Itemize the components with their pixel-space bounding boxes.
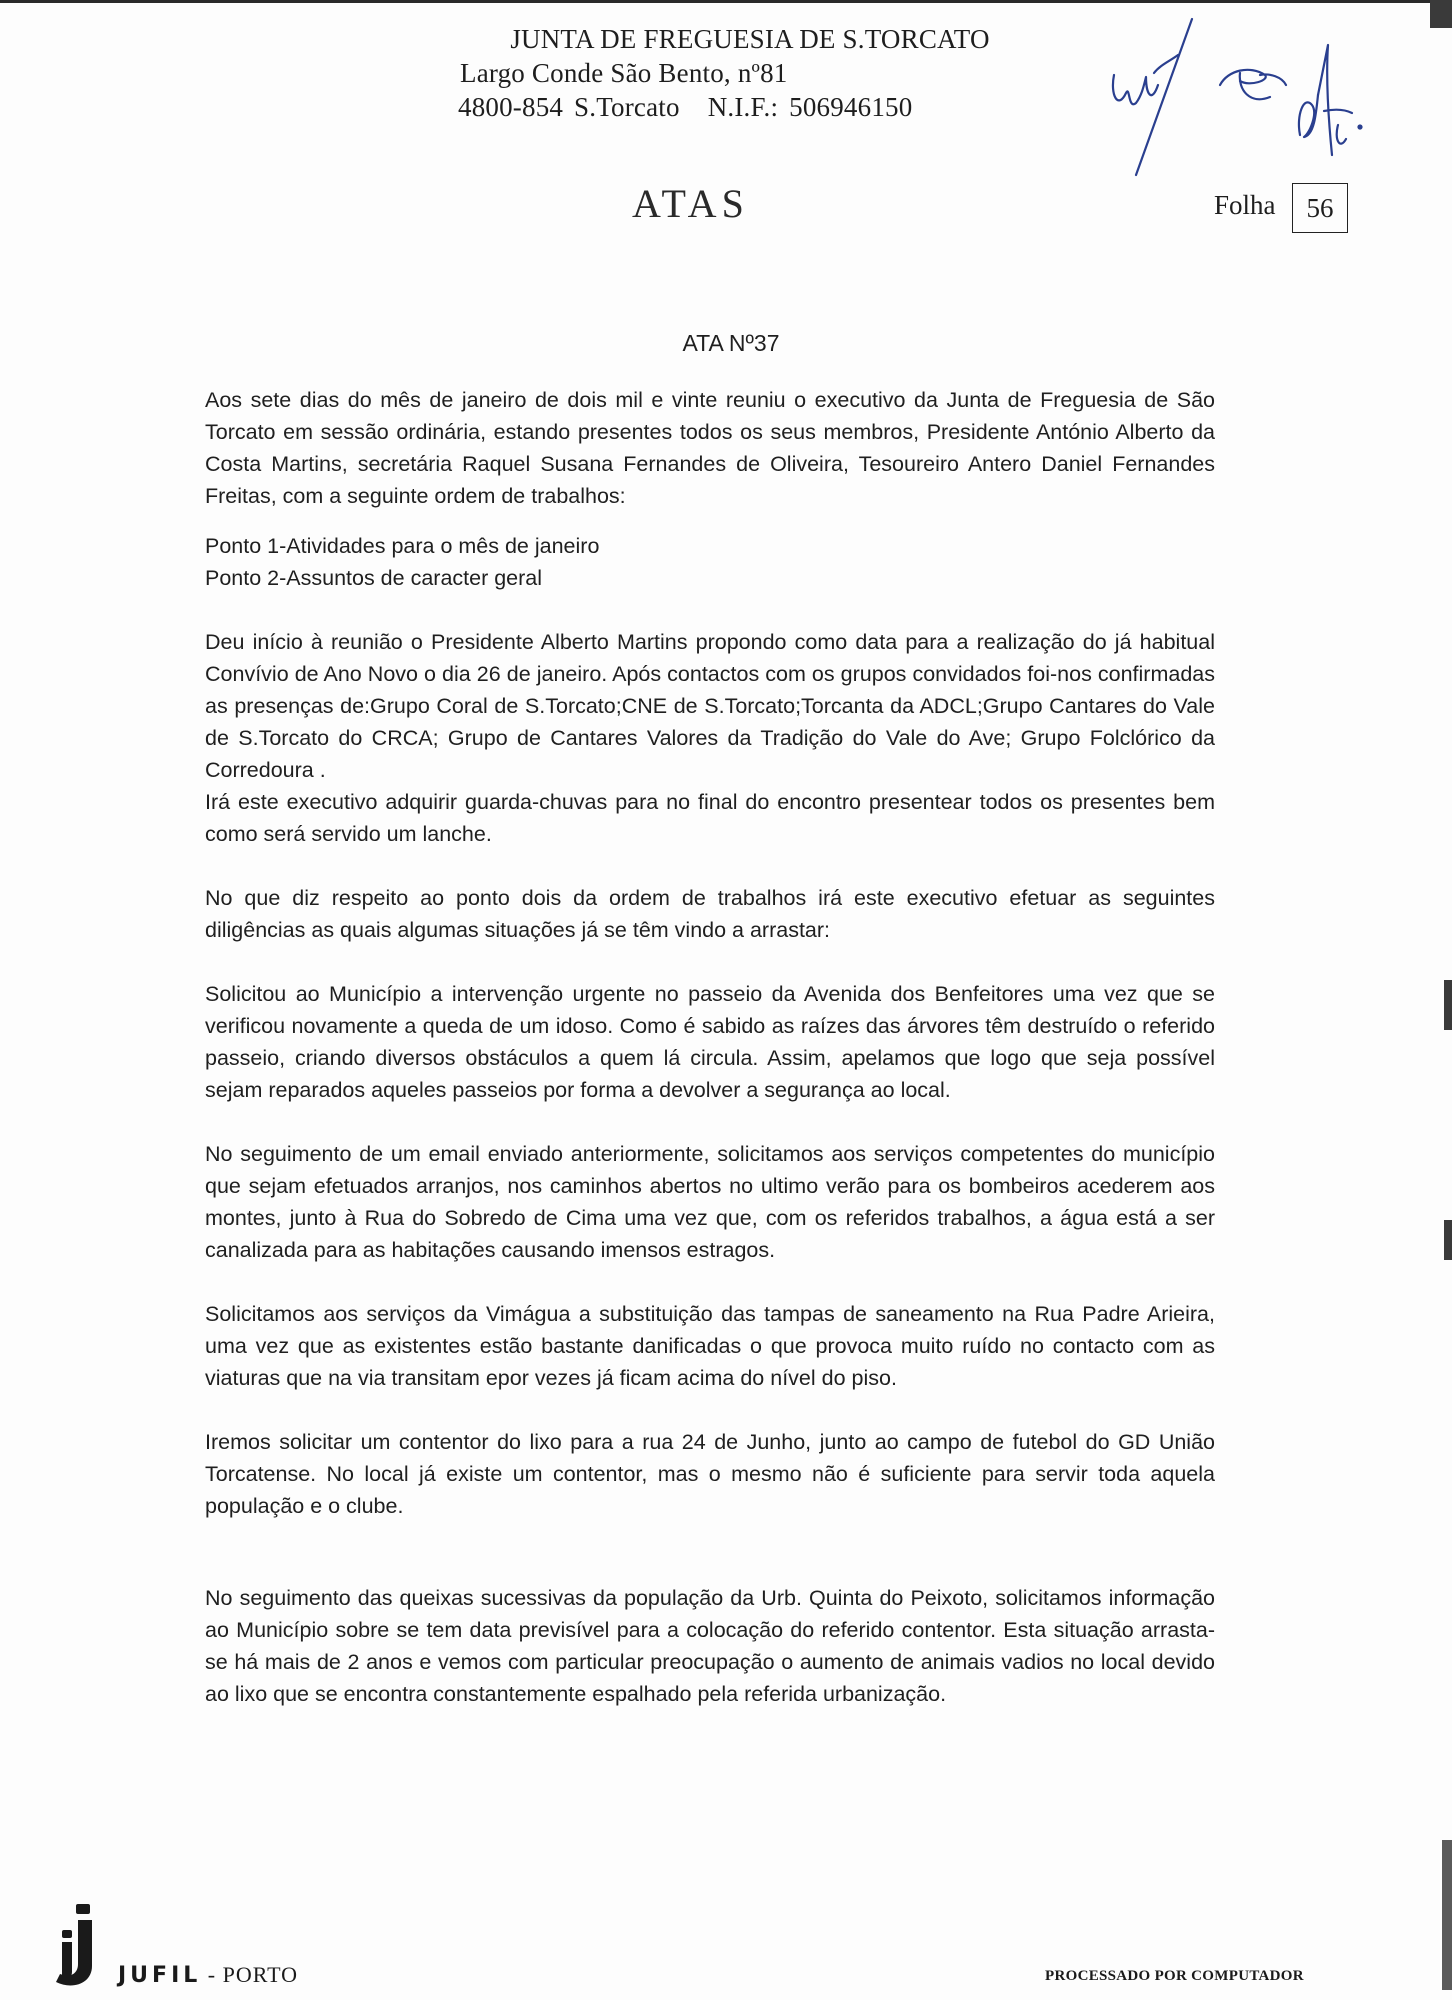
paragraph: Solicitamos aos serviços da Vimágua a substituição das tampas de saneamento na Rua Padre Arieira, uma vez que as existentes estão bastante danificadas o que provoca muito ruído no contacto com as viaturas que na via transitam epor vezes já ficam acima do nível do piso. [205, 1302, 1215, 1390]
processed-by-computer: PROCESSADO POR COMPUTADOR [1045, 1968, 1304, 1984]
handwritten-signatures [1100, 15, 1400, 185]
minutes-title: ATA Nº37 [682, 330, 780, 356]
brand-name: JUFIL [118, 1963, 202, 1988]
paragraph: Solicitou ao Município a intervenção urgente no passeio da Avenida dos Benfeitores uma vez que se verificou novamente a queda de um idoso. Como é sabido as raízes das árvores têm destruído o referido passeio, criando diversos obstáculos a quem lá circula. Assim, apelamos que logo que seja possível sejam reparados aqueles passeios por forma a devolver a segurança ao local. [205, 982, 1215, 1102]
scan-edge-mark [1444, 1220, 1452, 1260]
minutes-body [205, 384, 1215, 1710]
paragraph: Iremos solicitar um contentor do lixo para a rua 24 de Junho, junto ao campo de futebol do GD União Torcatense. No local já existe um contentor, mas o mesmo não é suficiente para servir toda aquela população e o clube. [205, 1430, 1215, 1518]
paragraph: No que diz respeito ao ponto dois da ordem de trabalhos irá este executivo efetuar as seguintes diligências as quais algumas situações já se têm vindo a arrastar: [205, 886, 1215, 942]
scan-edge-mark [1442, 1840, 1452, 1990]
paragraph: Irá este executivo adquirir guarda-chuvas para no final do encontro presentear todos os presentes bem como será servido um lanche. [205, 790, 1215, 846]
paragraph: Deu início à reunião o Presidente Alberto Martins propondo como data para a realização do já habitual Convívio de Ano Novo o dia 26 de janeiro. Após contactos com os grupos convidados foi-nos confirmadas as presenças de:Grupo Coral de S.Torcato;CNE de S.Torcato;Torcanta da ADCL;Grupo Cantares do Vale de S.Torcato do CRCA; Grupo de Cantares Valores da Tradição do Vale do Ave; Grupo Folclórico da Corredoura . [205, 630, 1215, 782]
brand-city: - PORTO [201, 1962, 299, 1987]
jufil-logo-icon [42, 1900, 114, 1990]
letterhead [400, 22, 1100, 124]
paragraph: No seguimento das queixas sucessivas da população da Urb. Quinta do Peixoto, solicitamos informação ao Município sobre se tem data previsível para a colocação do referido contentor. Esta situação arrasta-se há mais de 2 anos e vemos com particular preocupação o aumento de animais vadios no local devido ao lixo que se encontra constantemente espalhado pela referida urbanização. [205, 1586, 1215, 1706]
agenda-item: Ponto 2-Assuntos de caracter geral [205, 566, 543, 590]
org-address: Largo Conde São Bento, nº81 [460, 58, 788, 88]
org-nif: N.I.F.: 506946150 [707, 92, 913, 122]
org-name: JUNTA DE FREGUESIA DE S.TORCATO [510, 24, 990, 54]
scan-edge-mark [1444, 980, 1452, 1030]
agenda-list [205, 530, 1215, 594]
sheet-label: Folha [1214, 190, 1276, 220]
book-title: ATAS [632, 181, 749, 226]
agenda-item: Ponto 1-Atividades para o mês de janeiro [205, 534, 600, 558]
sheet-number: 56 [1292, 183, 1348, 233]
scan-edge-mark [1430, 0, 1452, 28]
org-postal: 4800-854 S.Torcato [458, 92, 680, 122]
page-top-edge [0, 0, 1452, 3]
paragraph-opening: Aos sete dias do mês de janeiro de dois mil e vinte reuniu o executivo da Junta de Freguesia de São Torcato em sessão ordinária, estando presentes todos os seus membros, Presidente António Alberto da Costa Martins, secretária Raquel Susana Fernandes de Oliveira, Tesoureiro Antero Daniel Fernandes Freitas, com a seguinte ordem de trabalhos: [205, 388, 1215, 508]
org-postal-nif [400, 90, 1100, 124]
paragraph: No seguimento de um email enviado anteriormente, solicitamos aos serviços competentes do município que sejam efetuados arranjos, nos caminhos abertos no ultimo verão para os bombeiros acederem aos montes, junto à Rua do Sobredo de Cima uma vez que, com os referidos trabalhos, a água está a ser canalizada para as habitações causando imensos estragos. [205, 1142, 1215, 1262]
footer-brand [118, 1962, 298, 1988]
